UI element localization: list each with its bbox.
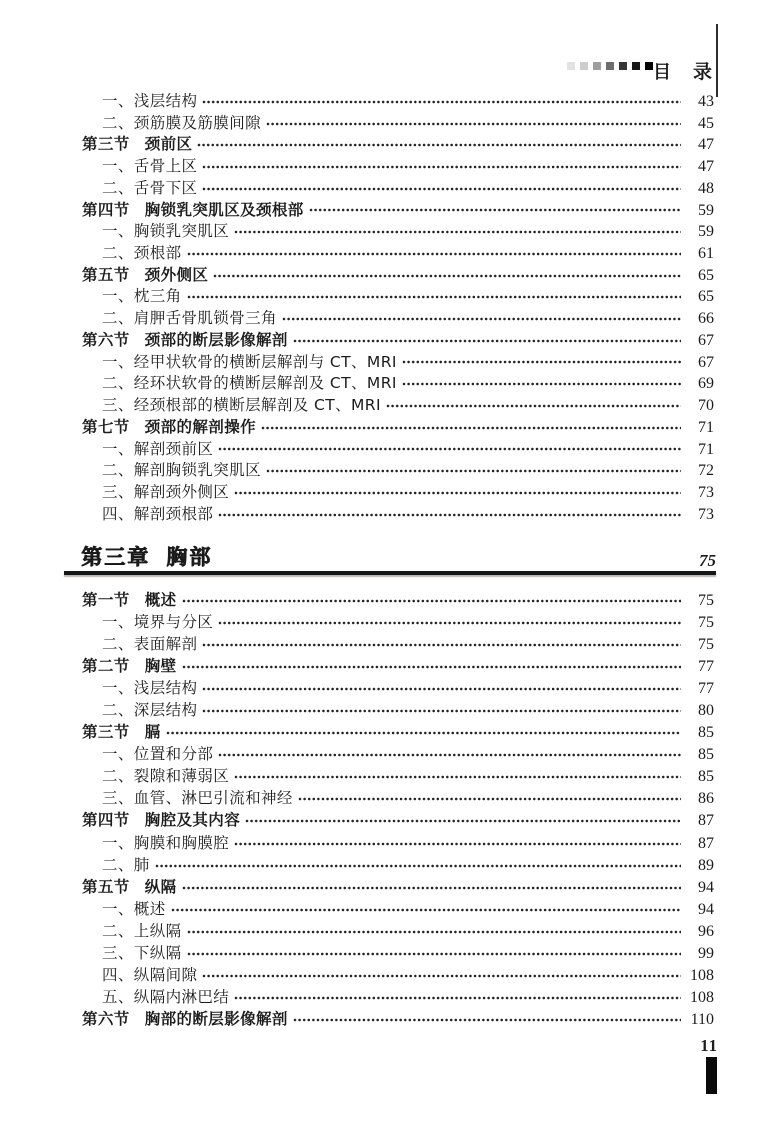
dot-leader xyxy=(182,886,681,890)
section-label: 第三节 xyxy=(82,135,130,154)
entry-title: 一、解剖颈前区 xyxy=(102,439,214,458)
entry-title: 五、纵隔内淋巴结 xyxy=(102,987,230,1006)
page-number: 70 xyxy=(698,397,714,415)
toc-entry-row xyxy=(82,985,714,1007)
toc-entry-row xyxy=(82,786,714,808)
page-number: 96 xyxy=(698,922,714,940)
page-number: 59 xyxy=(698,201,714,219)
section-title: 纵隔 xyxy=(144,877,177,896)
page-number: 94 xyxy=(698,878,714,896)
section-label: 第四节 xyxy=(82,200,130,219)
dot-leader xyxy=(298,797,681,801)
toc-entry-row xyxy=(82,350,714,372)
entry-title: 二、肩胛舌骨肌锁骨三角 xyxy=(102,309,277,328)
entry-title: 四、纵隔间隙 xyxy=(102,965,198,984)
page-number: 43 xyxy=(698,93,714,110)
dot-leader xyxy=(202,643,681,647)
toc-entry-row xyxy=(82,676,714,698)
toc-entry-row xyxy=(82,480,714,502)
toc-entry-row xyxy=(82,698,714,720)
entry-title: 二、裂隙和薄弱区 xyxy=(102,767,230,786)
dot-leader xyxy=(202,187,681,191)
section-label: 第一节 xyxy=(82,591,130,609)
section-title: 颈部的断层影像解剖 xyxy=(144,330,288,349)
header-deco-squares xyxy=(567,62,653,70)
toc-part2 xyxy=(82,588,714,1029)
dot-leader xyxy=(402,360,681,364)
section-label: 第六节 xyxy=(82,330,130,349)
entry-title: 四、解剖颈根部 xyxy=(102,504,214,523)
entry-title: 二、颈筋膜及筋膜间隙 xyxy=(102,113,262,132)
page-number: 110 xyxy=(690,1010,714,1028)
entry-title: 一、枕三角 xyxy=(102,287,182,306)
dot-leader xyxy=(166,731,681,735)
dot-leader xyxy=(282,317,681,321)
page-number: 94 xyxy=(698,900,714,918)
header-vertical-rule xyxy=(716,24,718,97)
entry-title: 一、胸锁乳突肌区 xyxy=(102,222,230,241)
page-number: 80 xyxy=(698,702,714,720)
dot-leader xyxy=(234,842,681,846)
dot-leader xyxy=(309,208,681,212)
entry-title: 二、肺 xyxy=(102,855,150,874)
dot-leader xyxy=(213,274,681,278)
page-number: 69 xyxy=(698,375,714,393)
toc-section-row xyxy=(82,263,714,285)
dot-leader xyxy=(293,339,681,343)
dot-leader xyxy=(293,1018,681,1022)
section-title: 颈外侧区 xyxy=(144,265,209,284)
dot-leader xyxy=(218,447,681,451)
toc-section-row xyxy=(82,132,714,154)
section-title: 胸部的断层影像解剖 xyxy=(144,1009,288,1028)
chapter-label: 第三章 xyxy=(81,545,150,569)
page-number: 87 xyxy=(698,812,714,830)
page-number: 59 xyxy=(698,223,714,241)
folio-page-number: 11 xyxy=(700,1036,718,1055)
entry-title: 一、舌骨上区 xyxy=(102,157,198,176)
toc-entry-row xyxy=(82,219,714,241)
chapter-page-number: 75 xyxy=(699,551,716,570)
entry-title: 一、位置和分部 xyxy=(102,745,214,764)
toc-entry-row xyxy=(82,241,714,263)
toc-section-row xyxy=(82,654,714,676)
toc-entry-row xyxy=(82,897,714,919)
toc-entry-row xyxy=(82,502,714,524)
page-number: 73 xyxy=(698,505,714,523)
section-label: 第六节 xyxy=(82,1009,130,1028)
page-number: 99 xyxy=(698,944,714,962)
toc-section-row xyxy=(82,328,714,350)
page-number: 47 xyxy=(698,136,714,154)
page-number: 71 xyxy=(698,440,714,458)
chapter-heading xyxy=(64,541,716,577)
dot-leader xyxy=(234,996,681,1000)
toc-entry-row xyxy=(82,176,714,198)
page-number: 65 xyxy=(698,288,714,306)
toc-entry-row xyxy=(82,89,714,111)
entry-title: 二、上纵隔 xyxy=(102,921,182,940)
toc-section-row xyxy=(82,808,714,830)
toc-entry-row xyxy=(82,458,714,480)
dot-leader xyxy=(187,930,681,934)
toc-section-row xyxy=(82,588,714,610)
dot-leader xyxy=(218,513,681,517)
entry-title: 一、境界与分区 xyxy=(102,613,214,632)
dot-leader xyxy=(182,665,681,669)
toc-entry-row xyxy=(82,853,714,875)
deco-square-icon xyxy=(606,62,614,70)
toc-section-row xyxy=(82,1007,714,1029)
page-number: 73 xyxy=(698,483,714,501)
chapter-underline xyxy=(64,571,716,575)
section-title: 颈前区 xyxy=(144,135,193,154)
entry-title: 二、经环状软骨的横断层解剖及 CT、MRI xyxy=(102,374,397,393)
deco-square-icon xyxy=(632,62,640,70)
toc-entry-row xyxy=(82,764,714,786)
dot-leader xyxy=(202,974,681,978)
section-title: 颈部的解剖操作 xyxy=(144,417,257,436)
entry-title: 三、下纵隔 xyxy=(102,943,182,962)
dot-leader xyxy=(386,404,681,408)
toc-section-row xyxy=(82,198,714,220)
dot-leader xyxy=(202,165,681,169)
toc-entry-row xyxy=(82,919,714,941)
section-title: 胸壁 xyxy=(144,657,177,676)
dot-leader xyxy=(197,143,681,147)
entry-title: 一、概述 xyxy=(102,899,166,918)
entry-title: 三、血管、淋巴引流和神经 xyxy=(102,789,293,808)
page-number: 65 xyxy=(698,266,714,284)
section-label: 第四节 xyxy=(82,811,130,830)
entry-title: 二、舌骨下区 xyxy=(102,178,198,197)
toc-entry-row xyxy=(82,154,714,176)
toc-entry-row xyxy=(82,632,714,654)
toc-entry-row xyxy=(82,437,714,459)
page-number: 108 xyxy=(690,988,714,1006)
page-number: 75 xyxy=(698,636,714,654)
entry-title: 三、解剖颈外侧区 xyxy=(102,482,230,501)
thumb-index-bar xyxy=(706,1057,717,1094)
dot-leader xyxy=(218,753,681,757)
deco-square-icon xyxy=(567,62,575,70)
toc-entry-row xyxy=(82,610,714,632)
page-number: 85 xyxy=(698,724,714,742)
dot-leader xyxy=(266,469,681,473)
entry-title: 二、表面解剖 xyxy=(102,635,198,654)
dot-leader xyxy=(218,621,681,625)
toc-part1 xyxy=(82,89,714,523)
dot-leader xyxy=(234,230,681,234)
toc-entry-row xyxy=(82,963,714,985)
dot-leader xyxy=(187,295,681,299)
dot-leader xyxy=(261,426,681,430)
deco-square-icon xyxy=(593,62,601,70)
toc-entry-row xyxy=(82,941,714,963)
page-number: 48 xyxy=(698,179,714,197)
section-label: 第五节 xyxy=(82,877,130,896)
page-number: 87 xyxy=(698,834,714,852)
dot-leader xyxy=(234,775,681,779)
page-number: 86 xyxy=(698,790,714,808)
deco-square-icon xyxy=(580,62,588,70)
toc-section-row xyxy=(82,415,714,437)
page-number: 66 xyxy=(698,310,714,328)
dot-leader xyxy=(202,687,681,691)
toc-entry-row xyxy=(82,111,714,133)
page-number: 89 xyxy=(698,856,714,874)
toc-entry-row xyxy=(82,742,714,764)
entry-title: 一、浅层结构 xyxy=(102,92,198,110)
toc-entry-row xyxy=(82,393,714,415)
section-title: 胸锁乳突肌区及颈根部 xyxy=(144,200,304,219)
entry-title: 二、深层结构 xyxy=(102,701,198,720)
dot-leader xyxy=(202,709,681,713)
toc-entry-row xyxy=(82,284,714,306)
chapter-title: 胸部 xyxy=(166,545,213,569)
page-number: 75 xyxy=(698,592,714,609)
toc-section-row xyxy=(82,875,714,897)
toc-section-row xyxy=(82,720,714,742)
section-label: 第二节 xyxy=(82,657,130,676)
page-number: 77 xyxy=(698,680,714,698)
dot-leader xyxy=(402,382,681,386)
toc-entry-row xyxy=(82,306,714,328)
dot-leader xyxy=(155,864,681,868)
page-number: 77 xyxy=(698,658,714,676)
entry-title: 二、解剖胸锁乳突肌区 xyxy=(102,461,262,480)
section-label: 第三节 xyxy=(82,723,130,742)
entry-title: 一、经甲状软骨的横断层解剖与 CT、MRI xyxy=(102,352,397,371)
dot-leader xyxy=(187,252,681,256)
toc-entry-row xyxy=(82,831,714,853)
header-title-char-mu: 目 xyxy=(653,62,671,83)
page-number: 61 xyxy=(698,245,714,263)
dot-leader xyxy=(245,819,681,823)
section-title: 胸腔及其内容 xyxy=(144,811,241,830)
dot-leader xyxy=(171,908,681,912)
entry-title: 一、胸膜和胸膜腔 xyxy=(102,833,230,852)
deco-square-icon xyxy=(645,62,653,70)
dot-leader xyxy=(234,491,681,495)
header-title-char-lu: 录 xyxy=(693,61,713,83)
page-number: 71 xyxy=(698,418,714,436)
page-number: 72 xyxy=(698,462,714,480)
page-number: 108 xyxy=(690,966,714,984)
entry-title: 二、颈根部 xyxy=(102,244,182,263)
page-number: 45 xyxy=(698,114,714,132)
section-label: 第五节 xyxy=(82,265,130,284)
page-number: 85 xyxy=(698,768,714,786)
dot-leader xyxy=(202,100,681,104)
dot-leader xyxy=(187,952,681,956)
page-number: 85 xyxy=(698,746,714,764)
section-label: 第七节 xyxy=(82,417,130,436)
page-number: 67 xyxy=(698,331,714,349)
page-number: 47 xyxy=(698,158,714,176)
entry-title: 一、浅层结构 xyxy=(102,679,198,698)
entry-title: 三、经颈根部的横断层解剖及 CT、MRI xyxy=(102,396,381,415)
dot-leader xyxy=(266,122,681,126)
dot-leader xyxy=(182,599,681,603)
page-number: 75 xyxy=(698,614,714,632)
section-title: 膈 xyxy=(144,723,161,742)
toc-entry-row xyxy=(82,371,714,393)
deco-square-icon xyxy=(619,62,627,70)
page-number: 67 xyxy=(698,353,714,371)
section-title: 概述 xyxy=(144,591,177,609)
